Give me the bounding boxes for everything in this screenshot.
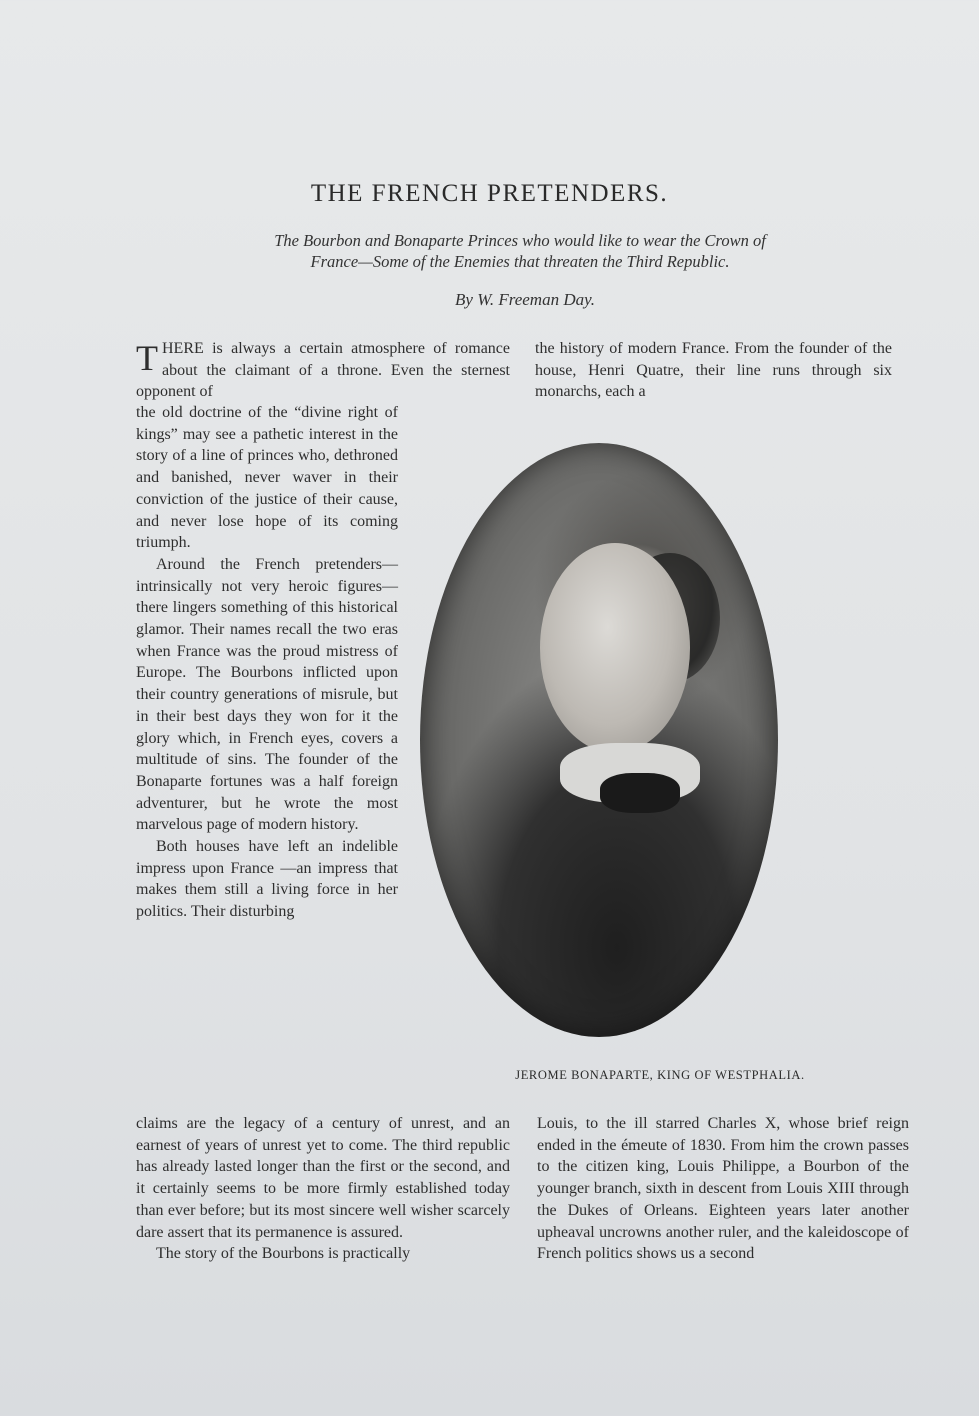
right-column-bottom <box>537 1113 909 1265</box>
opening-paragraph <box>136 338 510 403</box>
subtitle-line-2: France—Some of the Enemies that threaten the Third Republic. <box>310 252 730 271</box>
bottom-left-paragraph-2: The story of the Bourbons is practically <box>156 1245 411 1263</box>
right-top-paragraph: the history of modern France. From the founder of the house, Henri Quatre, their line runs through six monarchs, each a <box>535 340 892 401</box>
byline: By W. Freeman Day. <box>455 290 595 309</box>
left-column-top <box>136 338 510 403</box>
bottom-right-paragraph: Louis, to the ill starred Charles X, whose brief reign ended in the émeute of 1830. From him the crown passes to the citizen king, Louis Philippe, a Bourbon of the younger branch, sixth in descent from Louis XIII through the Dukes of Orleans. Eighteen years later another upheaval uncrowns another ruler, and the kaleidoscope of French politics shows us a second <box>537 1115 909 1263</box>
portrait-jerome-bonaparte <box>420 443 778 1037</box>
left-column-bottom <box>136 1113 510 1265</box>
left-narrow-column <box>136 402 398 923</box>
portrait-face-shape <box>540 543 690 753</box>
drop-cap: T <box>136 338 158 378</box>
opening-text: HERE is always a certain atmosphere of romance about the claimant of a throne. Even the sternest opponent of <box>136 340 510 401</box>
narrow-paragraph-1: the old doctrine of the “divine right of kings” may see a pathetic interest in the story of a line of princes who, dethroned and banished, never waver in their conviction of the justice of their cause, and never lose hope of its coming triumph. <box>136 404 398 552</box>
right-column-top <box>535 338 892 403</box>
article-subtitle <box>140 230 900 272</box>
narrow-paragraph-2: Around the French pretenders—intrinsically not very heroic figures—there lingers something of this historical glamor. Their names recall the two eras when France was the proud mistress of Europe. The Bourbons inflicted upon their country generations of misrule, but in their best days they won for it the glory which, in French eyes, covers a multitude of sins. The founder of the Bonaparte fortunes was a half foreign adventurer, but he wrote the most marvelous page of modern history. <box>136 555 398 834</box>
subtitle-line-1: The Bourbon and Bonaparte Princes who would like to wear the Crown of <box>274 231 766 250</box>
portrait-caption: JEROME BONAPARTE, KING OF WESTPHALIA. <box>515 1068 805 1082</box>
narrow-paragraph-3: Both houses have left an indelible impress upon France —an impress that makes them still a living force in her politics. Their disturbing <box>136 838 398 921</box>
article-title: THE FRENCH PRETENDERS. <box>310 180 669 207</box>
portrait-tie-shape <box>600 773 680 813</box>
bottom-left-paragraph: claims are the legacy of a century of unrest, and an earnest of years of unrest yet to come. The third republic has already lasted longer than the first or the second, and it certainly seems to be more firmly established today than ever before; but its most sincere well wisher scarcely dare assert that its permanence is assured. <box>136 1115 510 1241</box>
